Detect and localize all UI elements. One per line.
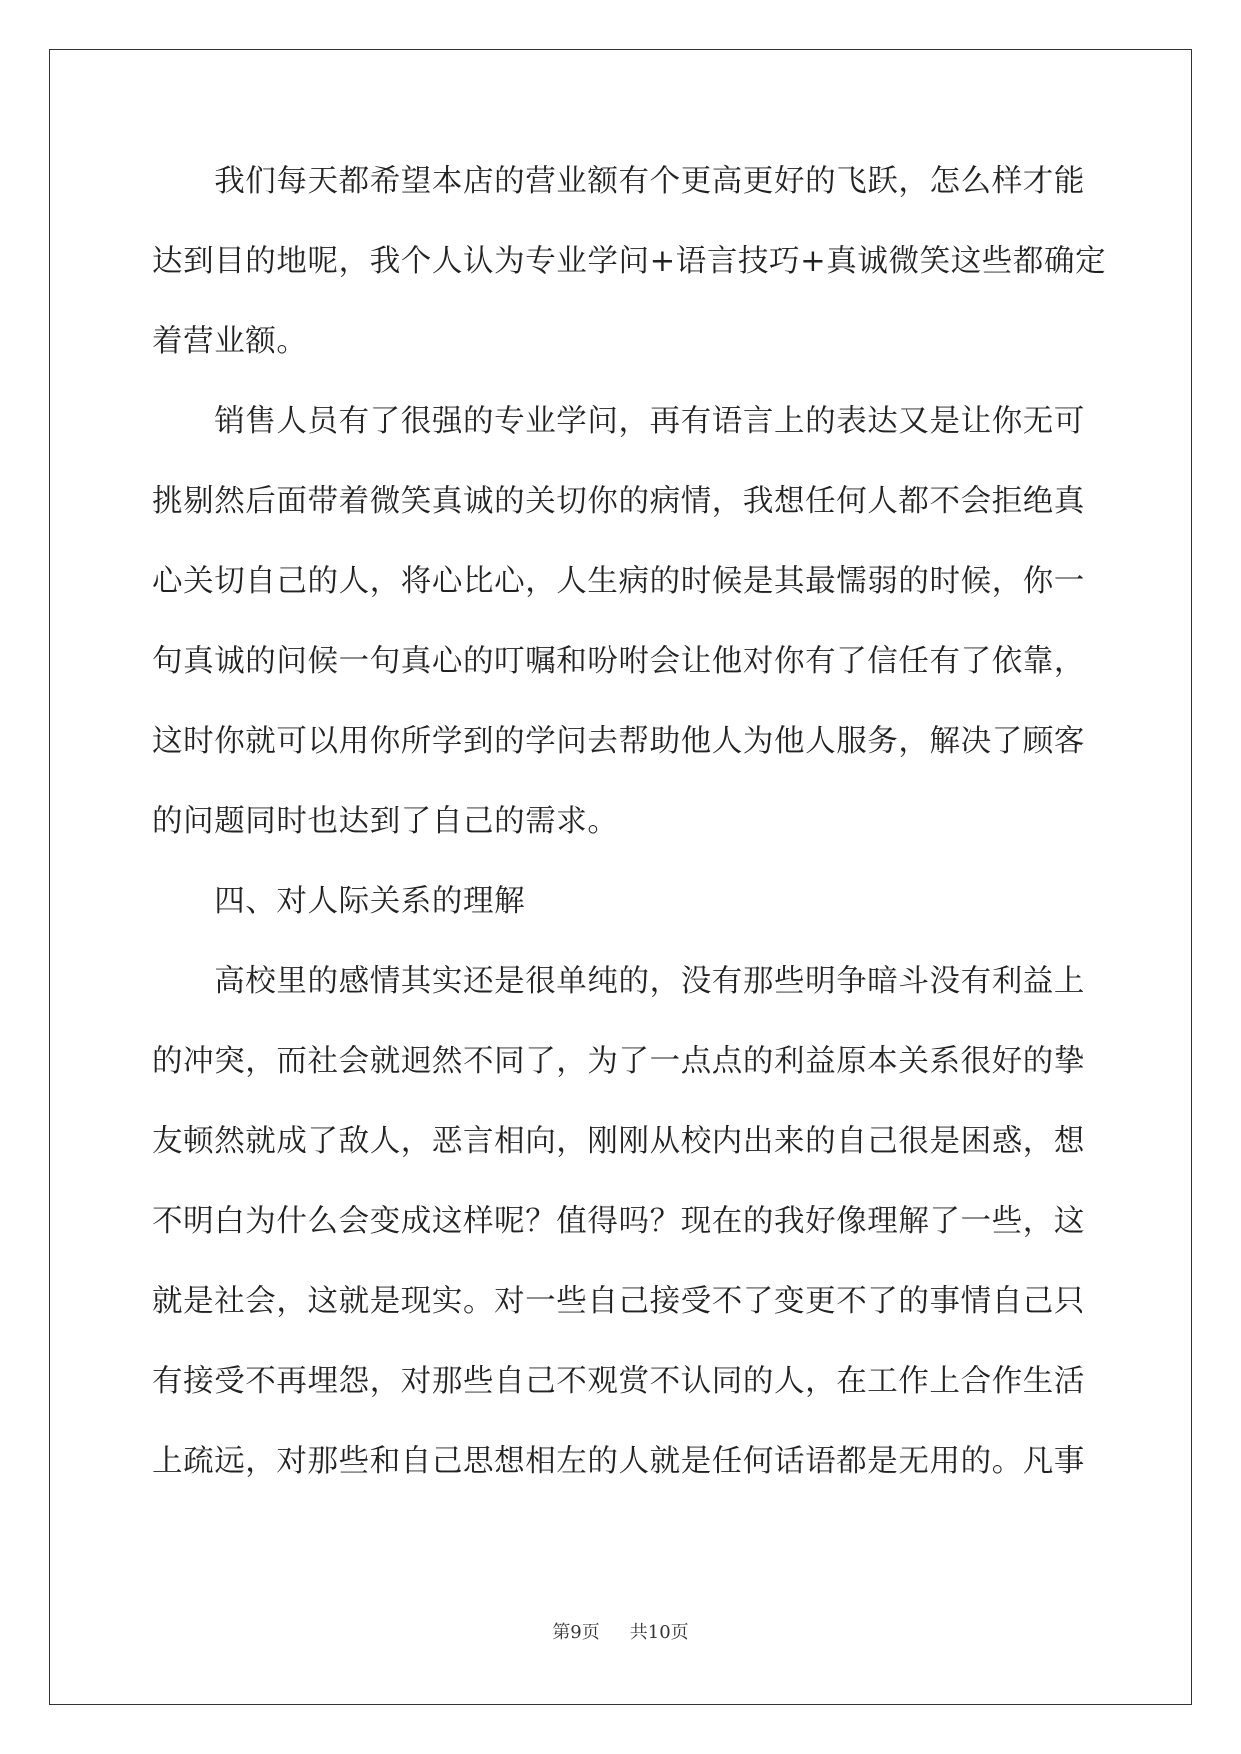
text-line: 上疏远，对那些和自己思想相左的人就是任何话语都是无用的。凡事	[152, 1444, 1085, 1479]
text-line: 句真诚的问候一句真心的叮嘱和吩咐会让他对你有了信任有了依靠，	[152, 644, 1085, 679]
text-line: 着营业额。	[152, 324, 308, 359]
text-line: 不明白为什么会变成这样呢？值得吗？现在的我好像理解了一些，这	[152, 1204, 1085, 1239]
section-heading: 四、对人际关系的理解	[152, 884, 526, 919]
text-line: 心关切自己的人，将心比心，人生病的时候是其最懦弱的时候，你一	[152, 564, 1085, 599]
page-total: 共10页	[629, 1622, 689, 1643]
text-line: 就是社会，这就是现实。对一些自己接受不了变更不了的事情自己只	[152, 1284, 1085, 1319]
text-line: 销售人员有了很强的专业学问，再有语言上的表达又是让你无可	[152, 404, 1085, 439]
text-line: 达到目的地呢，我个人认为专业学问+语言技巧+真诚微笑这些都确定	[152, 244, 1107, 279]
text-line: 挑剔然后面带着微笑真诚的关切你的病情，我想任何人都不会拒绝真	[152, 484, 1085, 519]
text-line: 有接受不再埋怨，对那些自己不观赏不认同的人，在工作上合作生活	[152, 1364, 1085, 1399]
text-line: 友顿然就成了敌人，恶言相向，刚刚从校内出来的自己很是困惑，想	[152, 1124, 1085, 1159]
text-line: 我们每天都希望本店的营业额有个更高更好的飞跃，怎么样才能	[152, 164, 1085, 199]
page-number: 第9页	[552, 1622, 600, 1643]
text-line: 这时你就可以用你所学到的学问去帮助他人为他人服务，解决了顾客	[152, 724, 1085, 759]
text-line: 的问题同时也达到了自己的需求。	[152, 804, 619, 839]
page-footer	[0, 1618, 1241, 1644]
text-line: 的冲突，而社会就迥然不同了，为了一点点的利益原本关系很好的挚	[152, 1044, 1085, 1079]
text-line: 高校里的感情其实还是很单纯的，没有那些明争暗斗没有利益上	[152, 964, 1085, 999]
